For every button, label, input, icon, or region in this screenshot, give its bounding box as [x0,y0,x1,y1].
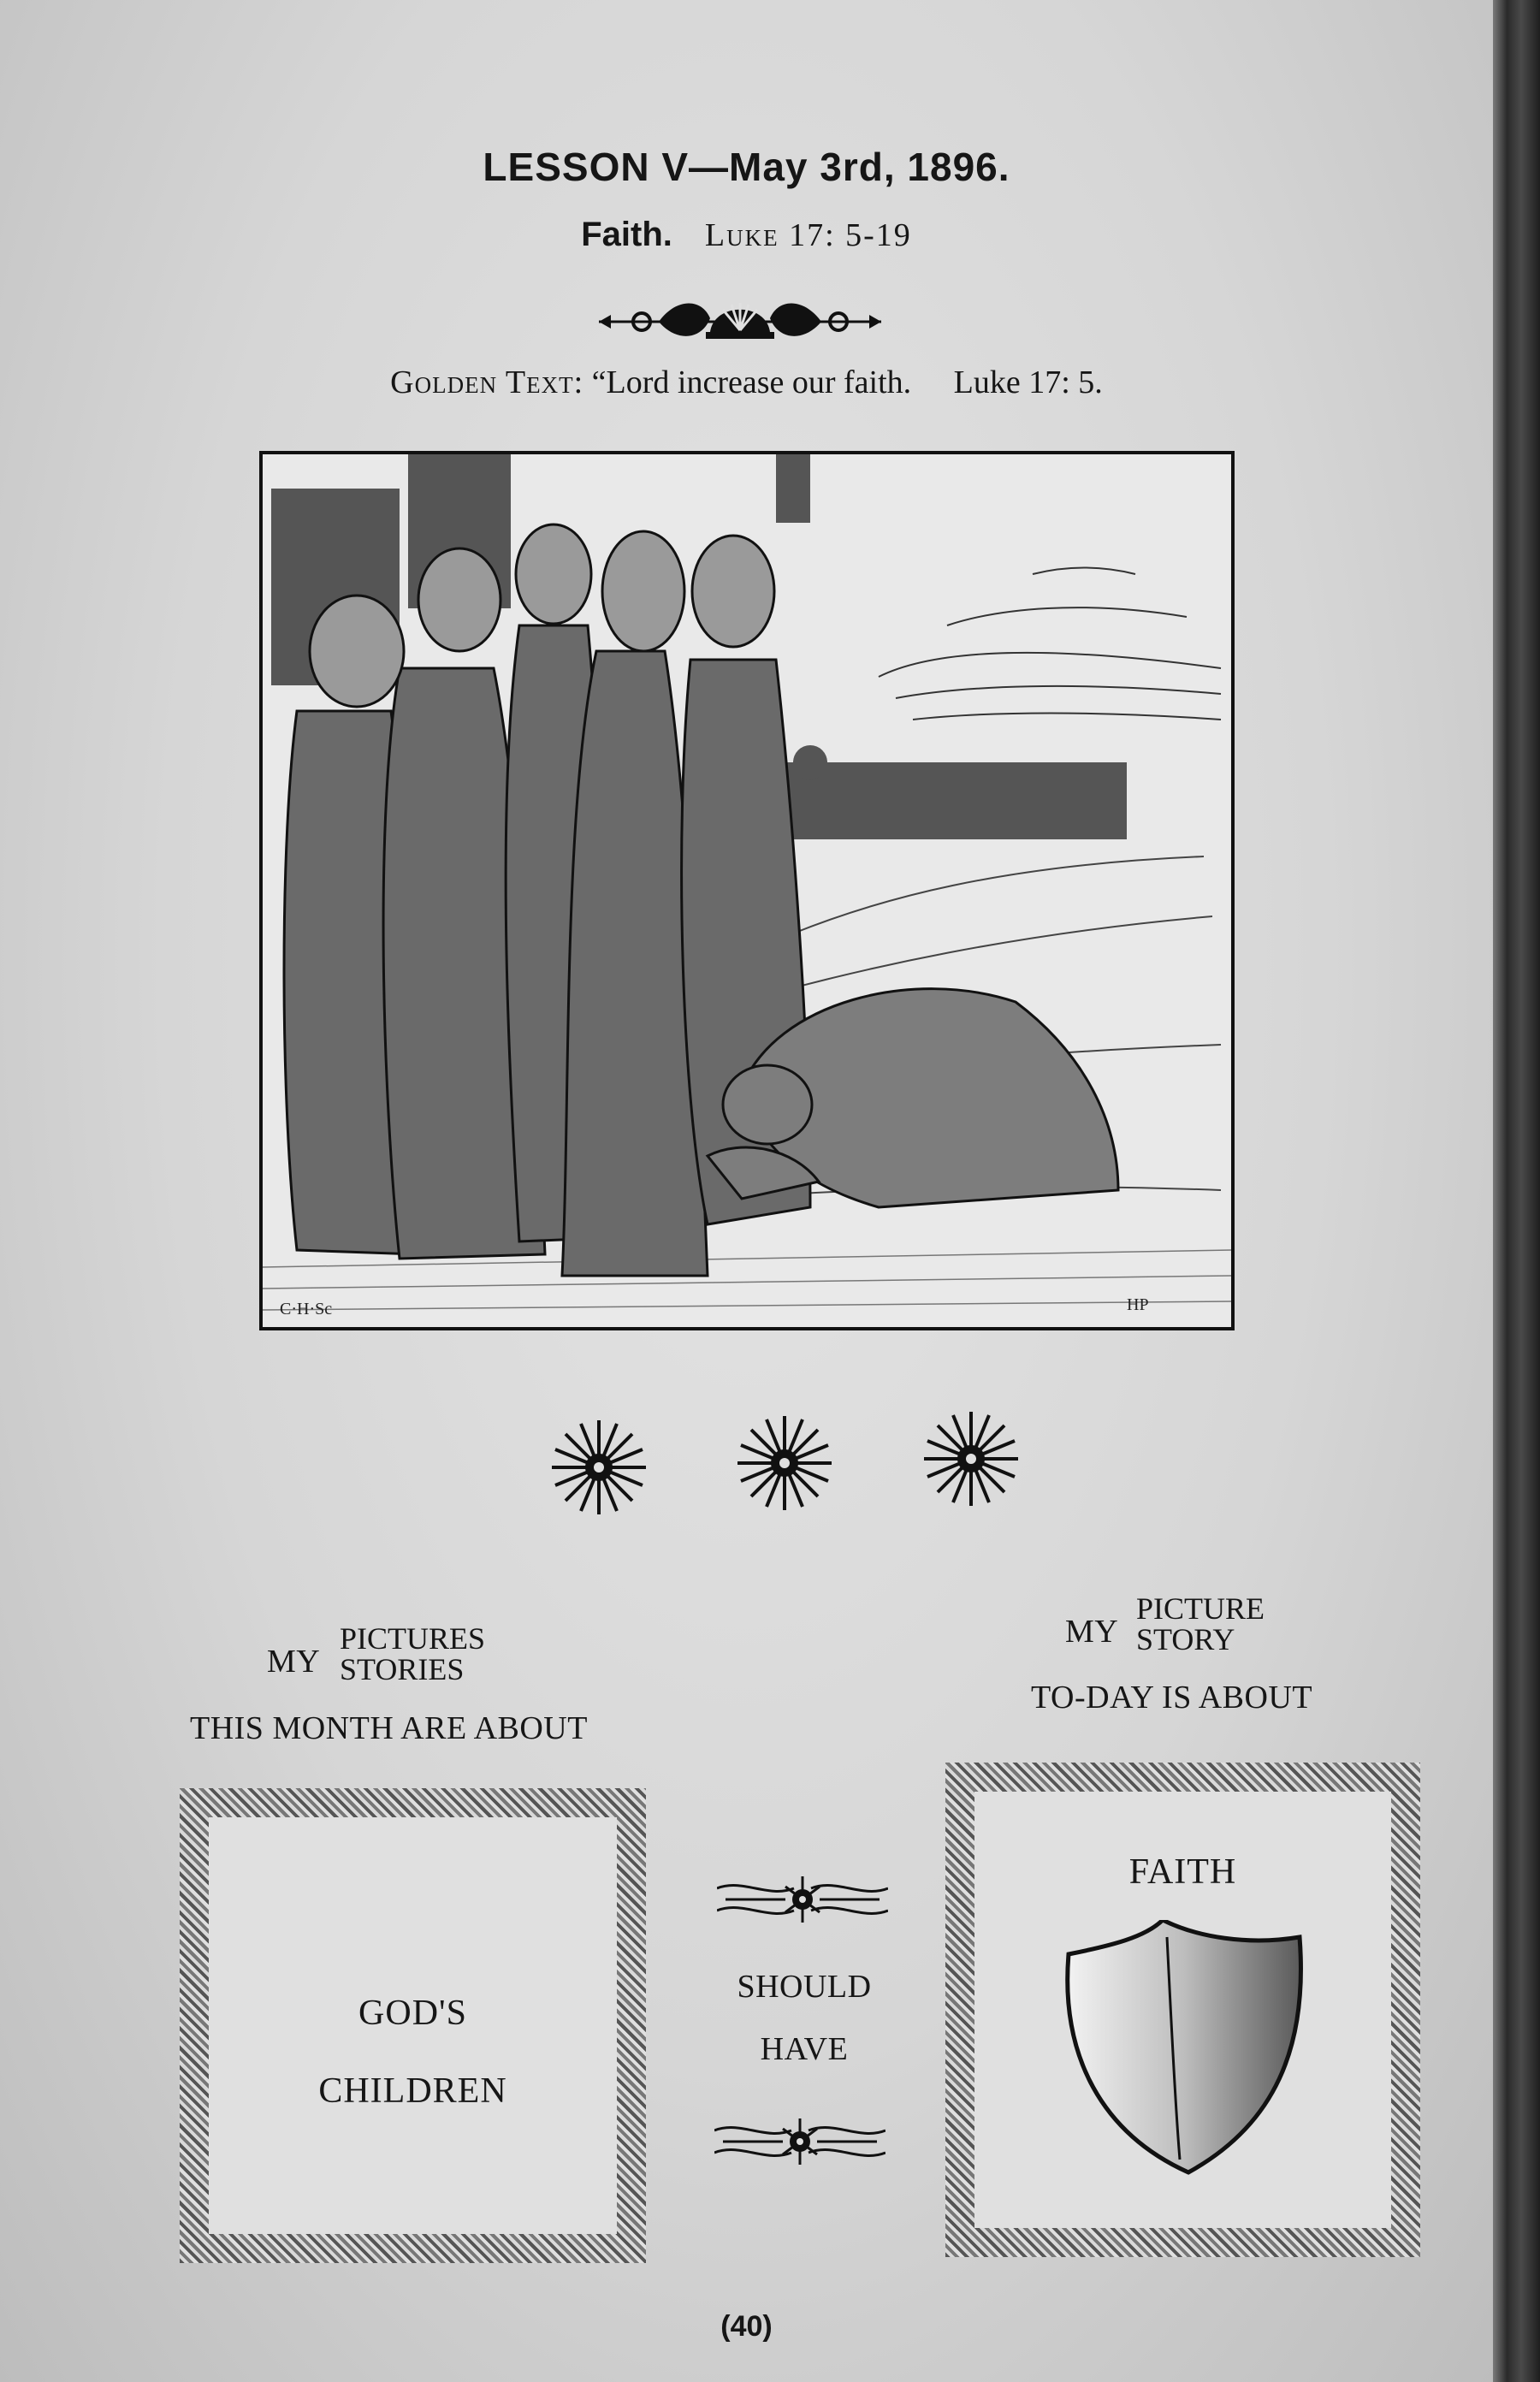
sunburst-icon [920,1407,1022,1510]
lesson-illustration [259,451,1235,1330]
left-prompt-my: MY [267,1644,321,1680]
book-spine [1493,0,1540,2382]
golden-text-label: Golden Text: [390,364,584,400]
ornament-icon [599,289,881,354]
signature-left: C·H·Sc [280,1300,333,1318]
sunburst-icon [548,1416,650,1519]
lesson-topic: Faith. [581,216,672,253]
left-prompt-pictures: PICTURES [340,1621,486,1656]
lesson-reference: Luke 17: 5-19 [704,217,912,253]
wave-sun-icon [714,2112,886,2172]
page-number: (40) [720,2310,773,2343]
golden-text [0,364,1493,401]
faith-frame [945,1763,1420,2257]
right-prompt-picture: PICTURE [1136,1591,1265,1626]
engraving-jesus-and-leper-image [263,454,1231,1327]
left-prompt-stories: STORIES [340,1652,465,1686]
right-prompt-my: MY [1065,1614,1119,1650]
golden-text-reference: Luke 17: 5. [953,364,1103,400]
have-text: HAVE [760,2031,849,2067]
faith-title: FAITH [1128,1852,1237,1892]
left-prompt-line: THIS MONTH ARE ABOUT [190,1710,588,1746]
should-text: SHOULD [737,1969,872,2005]
gods-children-line1: GOD'S [358,1994,467,2033]
right-prompt-line: TO-DAY IS ABOUT [1031,1680,1313,1715]
gods-children-line2: CHILDREN [318,2071,507,2111]
lesson-subtitle [0,214,1493,254]
right-prompt-story: STORY [1136,1622,1235,1656]
signature-right: HP [1127,1295,1149,1314]
shield-icon [1060,1920,1308,2177]
wave-sun-icon [717,1869,888,1929]
sunburst-icon [733,1412,836,1514]
gods-children-frame [180,1788,646,2263]
lesson-title: LESSON V—May 3rd, 1896. [483,145,1010,189]
golden-text-quote: “Lord increase our faith. [591,364,912,400]
